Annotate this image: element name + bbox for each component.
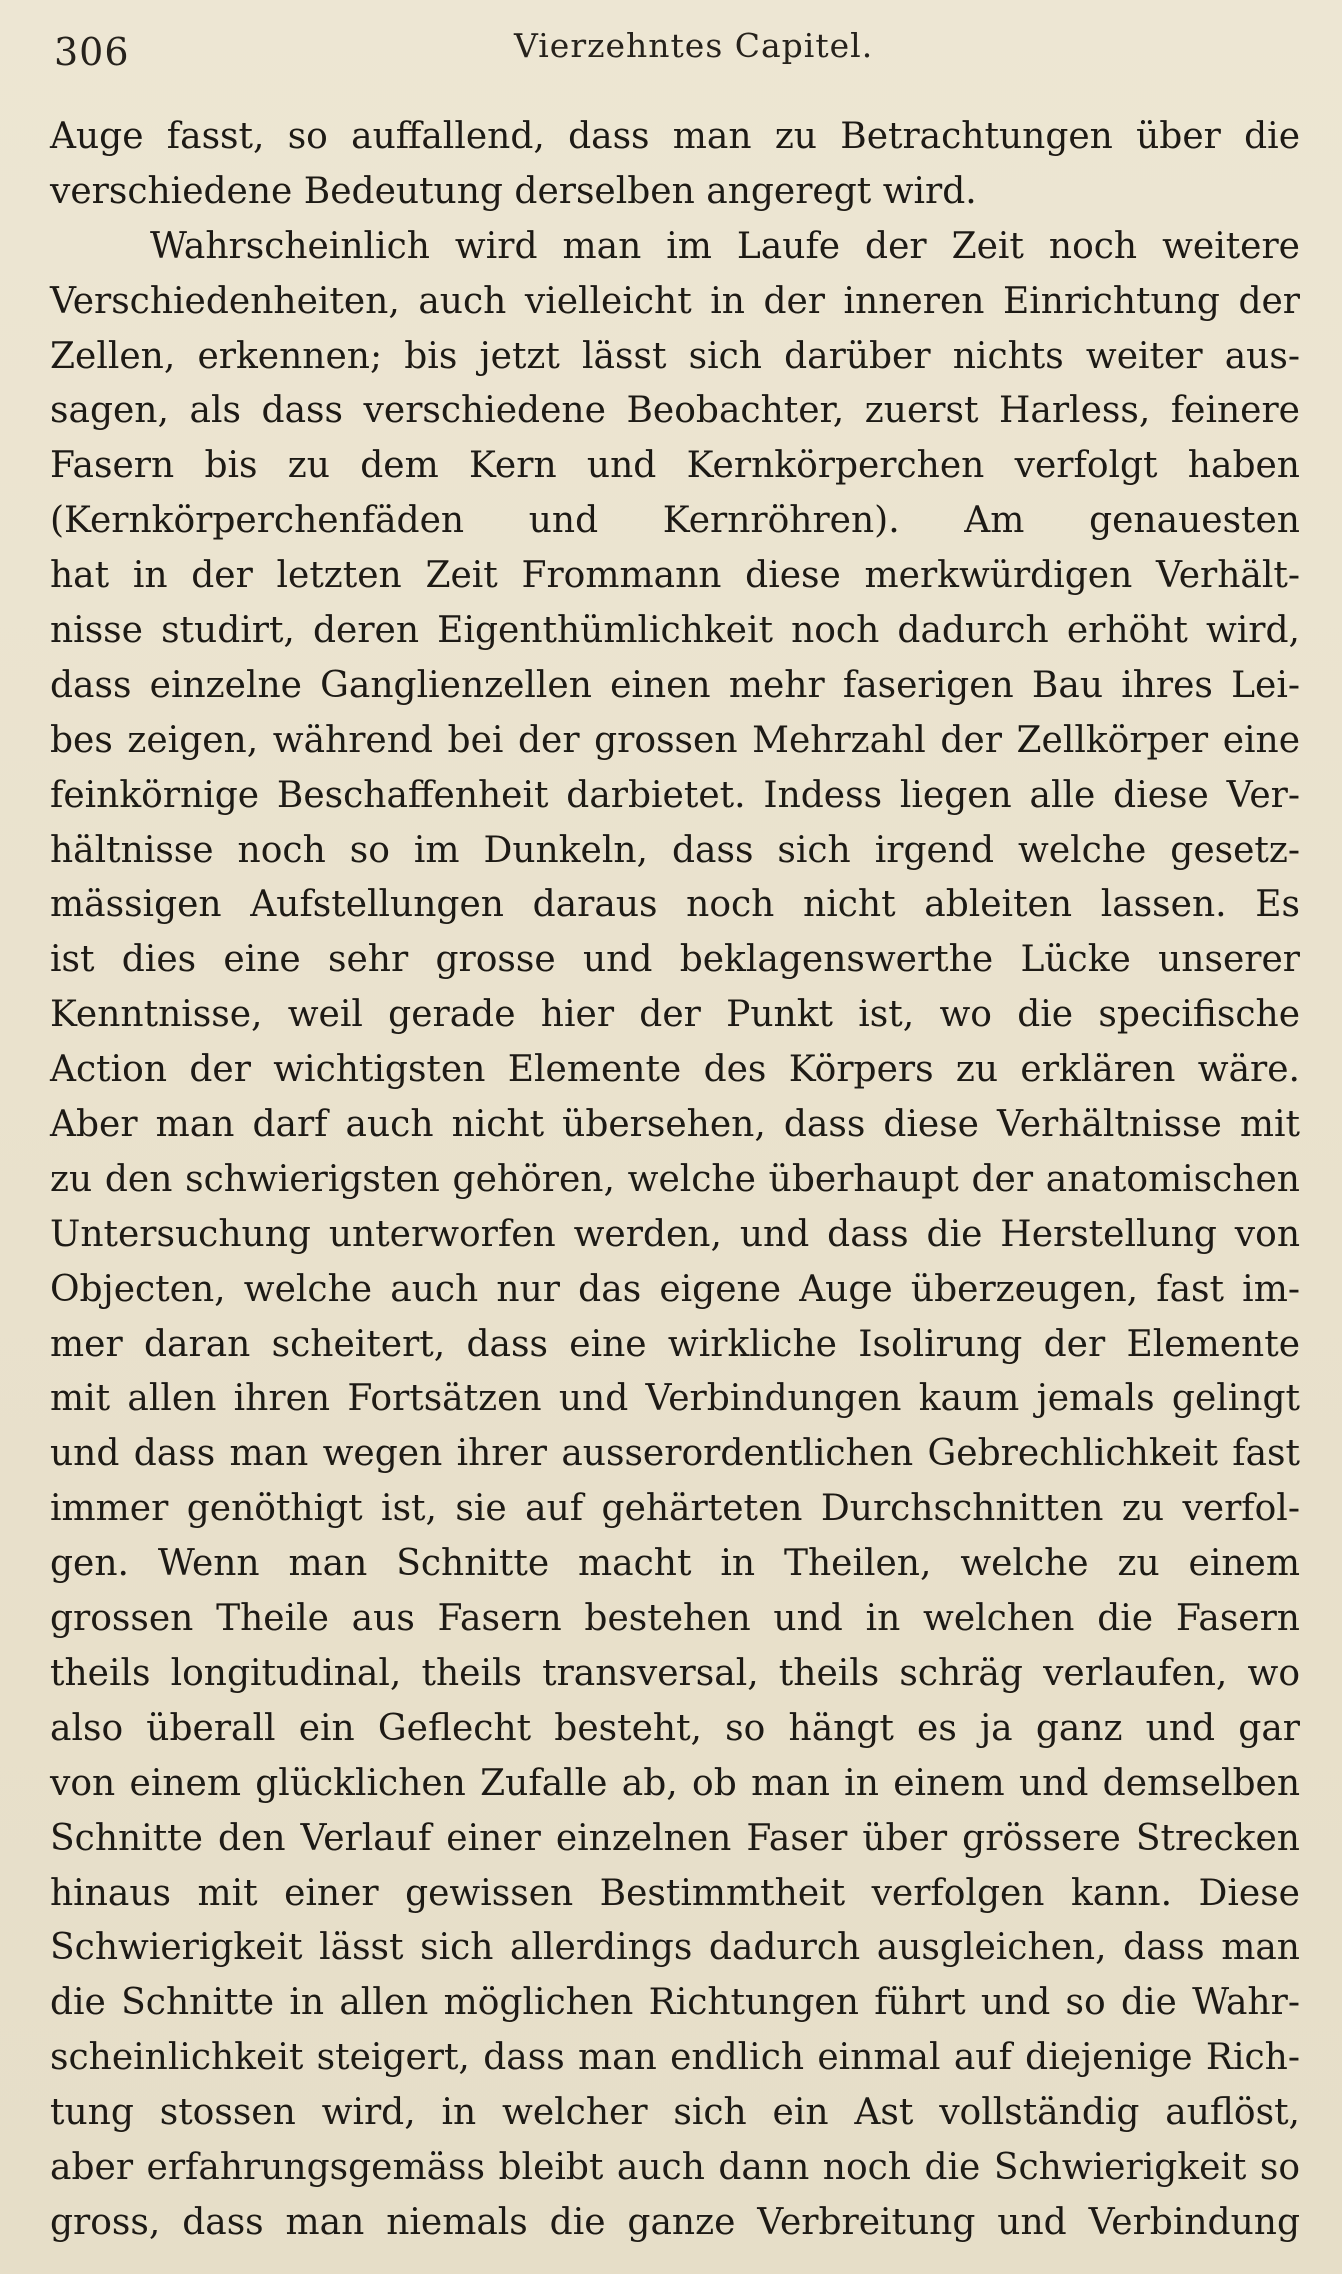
text-line: hinaus mit einer gewissen Bestimmtheit verfolgen kann. Diese [50, 1872, 1300, 1914]
text-line: Aber man darf auch nicht übersehen, dass diese Verhältnisse mit [50, 1104, 1300, 1146]
text-line: Verschiedenheiten, auch vielleicht in der inneren Einrichtung der [50, 280, 1300, 322]
text-line: Untersuchung unterworfen werden, und dass die Herstellung von [50, 1213, 1300, 1255]
text-line: Action der wichtigsten Elemente des Körpers zu erklären wäre. [50, 1049, 1300, 1091]
text-line: Kenntnisse, weil gerade hier der Punkt ist, wo die specifische [50, 994, 1300, 1036]
text-line: (Kernkörperchenfäden und Kernröhren). Am genauesten [50, 500, 1300, 542]
text-line: gen. Wenn man Schnitte macht in Theilen, welche zu einem [50, 1543, 1300, 1585]
text-line: ist dies eine sehr grosse und beklagenswerthe Lücke unserer [50, 939, 1300, 981]
text-line: bes zeigen, während bei der grossen Mehrzahl der Zellkörper eine [50, 719, 1300, 761]
text-line: und dass man wegen ihrer ausserordentlichen Gebrechlichkeit fast [50, 1433, 1300, 1475]
text-line: mit allen ihren Fortsätzen und Verbindungen kaum jemals gelingt [50, 1378, 1300, 1420]
body-text [50, 110, 1300, 2251]
text-line: mässigen Aufstellungen daraus noch nicht ableiten lassen. Es [50, 884, 1300, 926]
text-line: die Schnitte in allen möglichen Richtungen führt und so die Wahr- [50, 1982, 1300, 2024]
text-line: hat in der letzten Zeit Frommann diese merkwürdigen Verhält- [50, 555, 1300, 597]
paragraph-first-line: Wahrscheinlich wird man im Laufe der Zeit noch weitere [150, 225, 1300, 267]
text-line: grossen Theile aus Fasern bestehen und in welchen die Fasern [50, 1598, 1300, 1640]
text-line: feinkörnige Beschaffenheit darbietet. Indess liegen alle diese Ver- [50, 774, 1300, 816]
text-line: Schnitte den Verlauf einer einzelnen Faser über grössere Strecken [50, 1817, 1300, 1859]
text-line: dass einzelne Ganglienzellen einen mehr faserigen Bau ihres Lei- [50, 664, 1300, 706]
page-number: 306 [54, 30, 130, 74]
text-line: zu den schwierigsten gehören, welche überhaupt der anatomischen [50, 1158, 1300, 1200]
chapter-title: Vierzehntes Capitel. [514, 26, 874, 65]
text-line: Auge fasst, so auffallend, dass man zu Betrachtungen über die [50, 116, 1300, 157]
text-line: gross, dass man niemals die ganze Verbreitung und Verbindung [50, 2201, 1300, 2243]
text-line: Fasern bis zu dem Kern und Kernkörperchen verfolgt haben [50, 445, 1300, 487]
text-line: Schwierigkeit lässt sich allerdings dadurch ausgleichen, dass man [50, 1927, 1300, 1969]
text-line: aber erfahrungsgemäss bleibt auch dann noch die Schwierigkeit so [50, 2146, 1300, 2188]
text-line: sagen, als dass verschiedene Beobachter, zuerst Harless, feinere [50, 390, 1300, 432]
text-line: verschiedene Bedeutung derselben angeregt wird. [50, 170, 977, 212]
text-line: scheinlichkeit steigert, dass man endlich einmal auf diejenige Rich- [50, 2037, 1300, 2079]
text-line: von einem glücklichen Zufalle ab, ob man in einem und demselben [50, 1762, 1300, 1804]
text-line: also überall ein Geflecht besteht, so hängt es ja ganz und gar [50, 1707, 1300, 1749]
text-line: hältnisse noch so im Dunkeln, dass sich irgend welche gesetz- [50, 829, 1300, 871]
running-head [54, 24, 1294, 84]
text-line: theils longitudinal, theils transversal, theils schräg verlaufen, wo [50, 1652, 1300, 1694]
text-line: Zellen, erkennen; bis jetzt lässt sich darüber nichts weiter aus- [50, 335, 1300, 377]
text-line: immer genöthigt ist, sie auf gehärteten Durchschnitten zu verfol- [50, 1488, 1300, 1530]
text-line: nisse studirt, deren Eigenthümlichkeit noch dadurch erhöht wird, [50, 610, 1300, 652]
text-line: tung stossen wird, in welcher sich ein Ast vollständig auflöst, [50, 2092, 1300, 2134]
text-line: mer daran scheitert, dass eine wirkliche Isolirung der Elemente [50, 1323, 1300, 1365]
text-line: Objecten, welche auch nur das eigene Auge überzeugen, fast im- [50, 1268, 1300, 1310]
